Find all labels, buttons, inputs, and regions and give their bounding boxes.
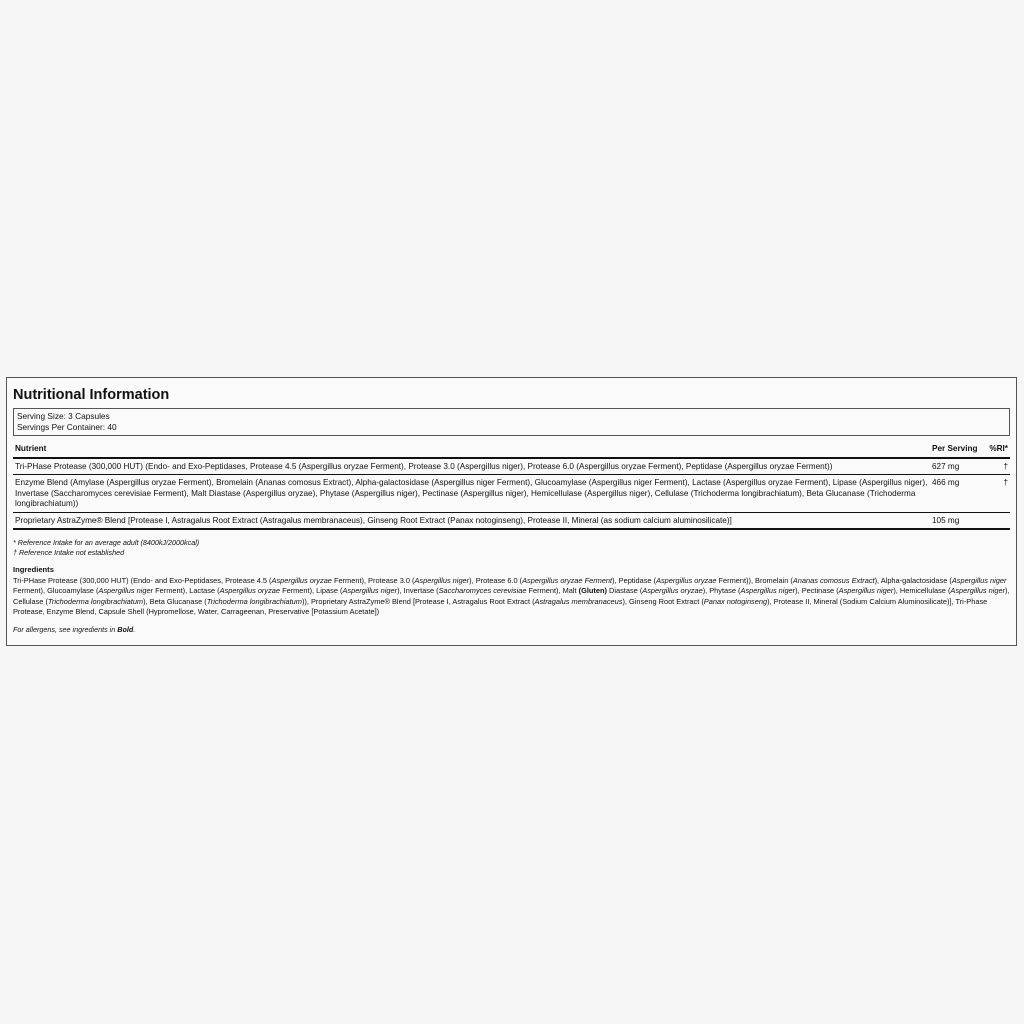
ingredient-segment: Ferment), Protease 3.0 ( xyxy=(331,576,415,585)
ingredient-segment: ), Hemicellulase ( xyxy=(893,586,951,596)
ingredient-segment: ), Pectinase ( xyxy=(795,586,839,596)
nutrient-ri xyxy=(984,512,1010,529)
allergen-bold-word: Bold xyxy=(117,625,134,635)
ingredient-segment: Aspergillus oryzae xyxy=(219,586,281,596)
ingredient-segment: Aspergillus niger xyxy=(951,576,1007,585)
nutrient-name: Enzyme Blend (Amylase (Aspergillus oryzae Ferment), Bromelain (Ananas comosus Extract), Alpha-galactosidase (Aspergillus niger Ferment), Glucoamylase (Aspergillus niger Ferment), Lactase (Aspergillus oryzae Ferment), Lipase (Aspergillus niger), Invertase (Saccharomyces cerevisiae Ferment), Malt Diastase (Aspergillus oryzae), Phytase (Aspergillus niger), Pectinase (Aspergillus niger), Hemicellulase (Aspergillus niger), Cellulase (Trichoderma longibrachiatum), Beta Glucanase (Trichoderma longibrachiatum)) xyxy=(13,475,930,513)
dagger-footnote: † Reference Intake not established xyxy=(13,548,125,557)
ingredient-segment: ), Alpha-galactosidase ( xyxy=(874,576,952,585)
ingredient-segment: Saccharomyces cerevisiae xyxy=(438,586,527,596)
ingredient-segment: Aspergillus niger xyxy=(98,586,154,596)
ingredient-segment: ), Protease II, Mineral (Sodium Calcium Aluminosilicate)], Tri-Phase Protease, Enzyme Blend, Capsule Shell (Hypromellose, Water, Carrageenan, Preservative [Potassium Acetate]) xyxy=(13,596,988,616)
ingredient-segment: ), Protease 6.0 ( xyxy=(469,576,523,585)
ingredient-segment: ), Phytase ( xyxy=(702,586,741,596)
nutrient-name: Tri-PHase Protease (300,000 HUT) (Endo- and Exo-Peptidases, Protease 4.5 (Aspergillus oryzae Ferment), Protease 3.0 (Aspergillus niger), Protease 6.0 (Aspergillus oryzae Ferment), Peptidase (Aspergillus oryzae Ferment)) xyxy=(13,458,930,475)
ingredient-segment: Tri-PHase Protease (300,000 HUT) (Endo- and Exo-Peptidases, Protease 4.5 ( xyxy=(13,576,272,585)
ingredient-segment: Aspergillus oryzae xyxy=(656,576,717,585)
header-per-serving: Per Serving xyxy=(930,441,984,458)
table-row xyxy=(13,512,1010,529)
allergen-suffix: . xyxy=(133,625,136,635)
nutrient-amount: 105 mg xyxy=(930,512,984,529)
ingredient-segment: )), Proprietary AstraZyme® Blend [Protease I, Astragalus Root Extract ( xyxy=(301,596,535,606)
ingredient-segment: ), Ginseng Root Extract ( xyxy=(622,596,704,606)
ingredient-segment: Aspergillus niger xyxy=(414,576,470,585)
ingredient-segment: Aspergillus niger xyxy=(740,586,796,596)
ingredient-segment: Ferment)), Bromelain ( xyxy=(716,576,793,585)
serving-size: Serving Size: 3 Capsules xyxy=(17,411,110,421)
table-header-row xyxy=(13,441,1010,458)
ingredient-segment: Ferment), Malt xyxy=(526,586,579,596)
header-ri: %RI* xyxy=(984,441,1010,458)
ingredient-segment: ), Invertase ( xyxy=(397,586,439,596)
ingredient-segment: Aspergillus niger xyxy=(838,586,894,596)
nutrient-table xyxy=(13,441,1010,530)
ingredients-text xyxy=(13,576,1010,617)
allergen-note xyxy=(13,625,1010,635)
nutrient-amount: 627 mg xyxy=(930,458,984,475)
ingredient-segment: ), Beta Glucanase ( xyxy=(143,596,207,606)
nutrient-amount: 466 mg xyxy=(930,475,984,513)
ingredient-segment: Aspergillus oryzae Ferment xyxy=(522,576,613,585)
ingredient-segment: Ferment), Lactase ( xyxy=(153,586,220,596)
ri-footnote: * Reference Intake for an average adult (8400kJ/2000kcal) xyxy=(13,538,200,547)
nutrient-ri: † xyxy=(984,475,1010,513)
footnotes xyxy=(13,538,1010,558)
allergen-prefix: For allergens, see ingredients in xyxy=(13,625,118,635)
panel-title: Nutritional Information xyxy=(13,387,170,403)
ingredient-segment: Astragalus membranaceus xyxy=(534,596,623,606)
nutrient-ri: † xyxy=(984,458,1010,475)
ingredient-segment: Panax notoginseng xyxy=(703,596,768,606)
nutrition-panel xyxy=(6,377,1017,646)
serving-info-box xyxy=(13,408,1010,436)
ingredient-segment: Ferment), Lipase ( xyxy=(280,586,343,596)
ingredient-segment: Aspergillus niger xyxy=(950,586,1006,596)
servings-per-container: Servings Per Container: 40 xyxy=(17,422,117,432)
ingredient-segment: Aspergillus niger xyxy=(342,586,398,596)
nutrient-name: Proprietary AstraZyme® Blend [Protease I, Astragalus Root Extract (Astragalus membranaceus), Ginseng Root Extract (Panax notoginseng), Protease II, Mineral (as sodium calcium aluminosilicate)] xyxy=(13,512,930,529)
ingredient-segment: ), Peptidase ( xyxy=(612,576,657,585)
ingredient-segment: Diastase ( xyxy=(606,586,643,596)
ingredient-segment: (Gluten) xyxy=(578,586,607,596)
ingredients-heading: Ingredients xyxy=(13,565,54,574)
ingredient-segment: Ananas comosus Extract xyxy=(792,576,875,585)
ingredient-segment: Aspergillus oryzae xyxy=(642,586,703,596)
ingredient-segment: Trichoderma longibrachiatum xyxy=(206,596,302,606)
header-nutrient: Nutrient xyxy=(13,441,930,458)
table-row xyxy=(13,458,1010,475)
table-row xyxy=(13,475,1010,513)
ingredient-segment: Ferment), Glucoamylase ( xyxy=(13,586,99,596)
ingredient-segment: ), Cellulase ( xyxy=(13,586,1010,606)
ingredient-segment: Aspergillus oryzae xyxy=(271,576,332,585)
ingredient-segment: Trichoderma longibrachiatum xyxy=(47,596,144,606)
